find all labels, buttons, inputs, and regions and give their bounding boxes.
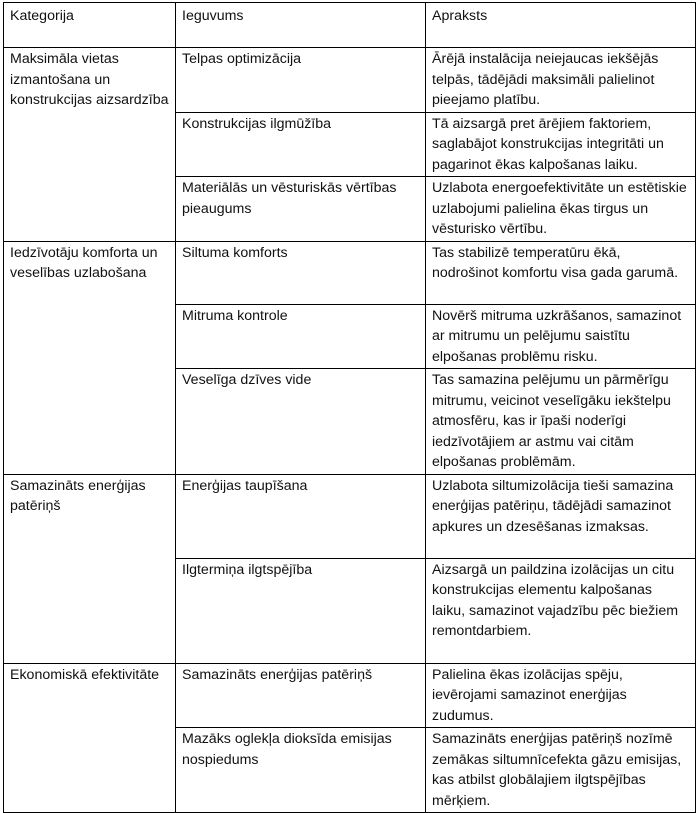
header-benefit: Ieguvums (176, 3, 426, 48)
benefit-cell: Telpas optimizācija (176, 48, 426, 113)
table-body (4, 3, 696, 813)
description-cell: Tā aizsargā pret ārējiem faktoriem, saglabājot konstrukcijas integritāti un pagarinot ēkas kalpošanas laiku. (426, 112, 696, 177)
benefit-cell: Mazāks oglekļa dioksīda emisijas nospiedums (176, 728, 426, 813)
table-row (4, 474, 696, 558)
description-cell: Ārējā instalācija neiejaucas iekšējās telpās, tādējādi maksimāli palielinot pieejamo platību. (426, 48, 696, 113)
category-cell: Samazināts enerģijas patēriņš (4, 474, 176, 663)
description-cell: Uzlabota energoefektivitāte un estētiskie uzlabojumi palielina ēkas tirgus un vēsturisko vērtību. (426, 177, 696, 242)
header-description: Apraksts (426, 3, 696, 48)
table-header-row (4, 3, 696, 48)
description-cell: Aizsargā un paildzina izolācijas un citu konstrukcijas elementu kalpošanas laiku, samazinot vajadzību pēc biežiem remontdarbiem. (426, 558, 696, 663)
benefit-cell: Siltuma komforts (176, 241, 426, 304)
table-row (4, 663, 696, 728)
description-cell: Tas stabilizē temperatūru ēkā, nodrošinot komfortu visa gada garumā. (426, 241, 696, 304)
description-cell: Uzlabota siltumizolācija tieši samazina enerģijas patēriņu, tādējādi samazinot apkures un dzesēšanas izmaksas. (426, 474, 696, 558)
benefit-cell: Konstrukcijas ilgmūžība (176, 112, 426, 177)
benefit-cell: Ilgtermiņa ilgtspējība (176, 558, 426, 663)
benefit-cell: Enerģijas taupīšana (176, 474, 426, 558)
benefit-cell: Samazināts enerģijas patēriņš (176, 663, 426, 728)
description-cell: Tas samazina pelējumu un pārmērīgu mitrumu, veicinot veselīgāku iekštelpu atmosfēru, kas ir īpaši noderīgi iedzīvotājiem ar astmu vai citām elpošanas problēmām. (426, 369, 696, 475)
benefits-table (3, 2, 696, 813)
table-row (4, 241, 696, 304)
benefit-cell: Mitruma kontrole (176, 304, 426, 369)
table-row (4, 48, 696, 113)
description-cell: Palielina ēkas izolācijas spēju, ievērojami samazinot enerģijas zudumus. (426, 663, 696, 728)
benefit-cell: Veselīga dzīves vide (176, 369, 426, 475)
category-cell: Ekonomiskā efektivitāte (4, 663, 176, 813)
category-cell: Maksimāla vietas izmantošana un konstrukcijas aizsardzība (4, 48, 176, 242)
description-cell: Novērš mitruma uzkrāšanos, samazinot ar mitrumu un pelējumu saistītu elpošanas problēmu risku. (426, 304, 696, 369)
benefit-cell: Materiālās un vēsturiskās vērtības pieaugums (176, 177, 426, 242)
description-cell: Samazināts enerģijas patēriņš nozīmē zemākas siltumnīcefekta gāzu emisijas, kas atbilst globālajiem ilgtspējības mērķiem. (426, 728, 696, 813)
category-cell: Iedzīvotāju komforta un veselības uzlabošana (4, 241, 176, 474)
header-category: Kategorija (4, 3, 176, 48)
